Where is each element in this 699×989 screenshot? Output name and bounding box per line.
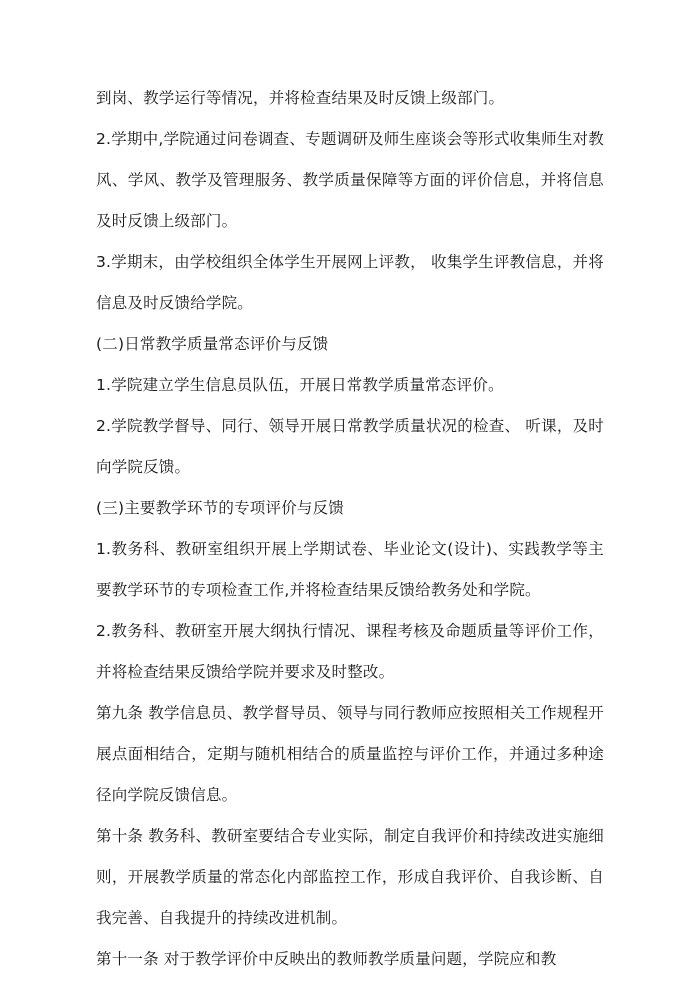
paragraph: 第十一条 对于教学评价中反映出的教师教学质量问题，学院应和教 [96, 950, 557, 968]
paragraph: (三)主要教学环节的专项评价与反馈 [96, 499, 344, 517]
paragraph: 2.学院教学督导、同行、领导开展日常教学质量状况的检查、 听课，及时向学院反馈。 [96, 417, 604, 476]
paragraph: (二)日常教学质量常态评价与反馈 [96, 335, 329, 353]
paragraph: 2.教务科、教研室开展大纲执行情况、课程考核及命题质量等评价工作，并将检查结果反馈给学院并要求及时整改。 [96, 622, 604, 681]
paragraph: 3.学期末，由学校组织全体学生开展网上评教， 收集学生评教信息，并将信息及时反馈给学院。 [96, 253, 604, 312]
paragraph: 第九条 教学信息员、教学督导员、领导与同行教师应按照相关工作规程开展点面相结合，定期与随机相结合的质量监控与评价工作，并通过多种途径向学院反馈信息。 [96, 704, 604, 804]
paragraph: 1.学院建立学生信息员队伍，开展日常教学质量常态评价。 [96, 376, 504, 394]
paragraph: 2.学期中,学院通过问卷调查、专题调研及师生座谈会等形式收集师生对教风、学风、教学及管理服务、教学质量保障等方面的评价信息，并将信息及时反馈上级部门。 [96, 130, 604, 230]
document-text-body [96, 78, 604, 980]
paragraph: 第十条 教务科、教研室要结合专业实际，制定自我评价和持续改进实施细则，开展教学质量的常态化内部监控工作，形成自我评价、自我诊断、自我完善、自我提升的持续改进机制。 [96, 827, 604, 927]
paragraph: 1.教务科、教研室组织开展上学期试卷、毕业论文(设计)、实践教学等主要教学环节的专项检查工作,并将检查结果反馈给教务处和学院。 [96, 540, 604, 599]
paragraph: 到岗、教学运行等情况，并将检查结果及时反馈上级部门。 [96, 89, 505, 107]
